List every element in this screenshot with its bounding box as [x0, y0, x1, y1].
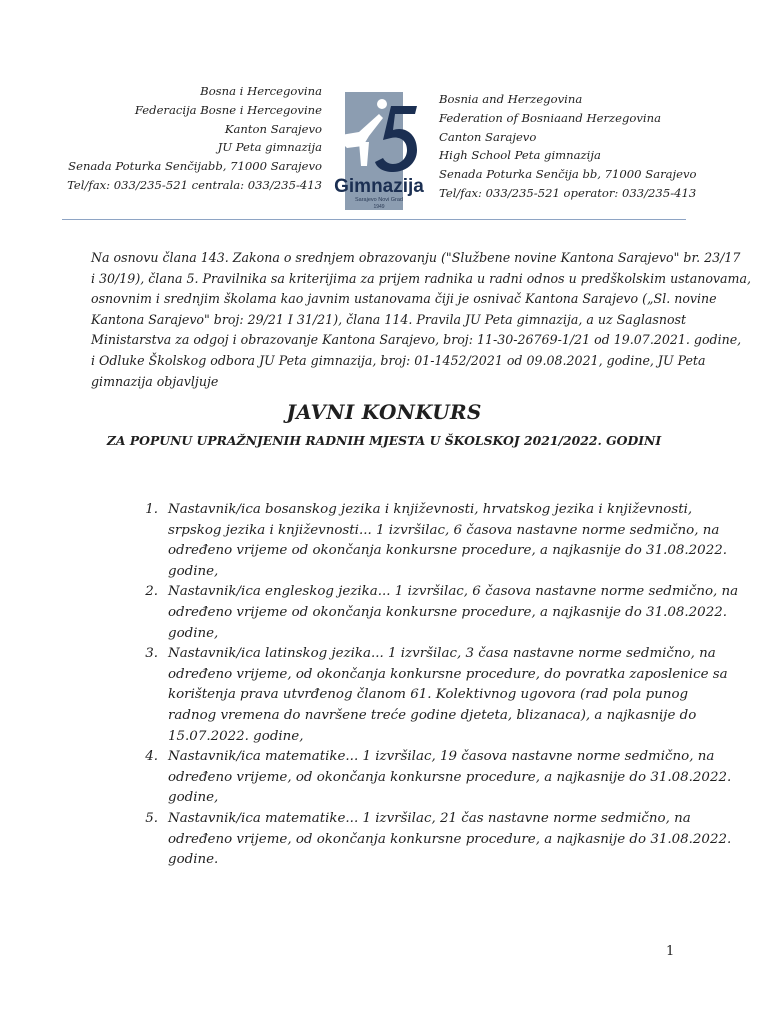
intro-line: Ministarstva za odgoj i obrazovanje Kantona Sarajevo, broj: 11-30-26769-1/21 od 19.07.2021. godine, [91, 332, 742, 348]
list-item-number: 3. [145, 646, 158, 662]
document-title: JAVNI KONKURS [286, 400, 482, 424]
logo-figure-head [377, 99, 387, 109]
list-item-line: 15.07.2022. godine, [168, 728, 304, 744]
list-item-line: Nastavnik/ica latinskog jezika... 1 izvršilac, 3 časa nastavne norme sedmično, na [168, 646, 716, 662]
header-right-line: Canton Sarajevo [439, 129, 537, 144]
list-item-line: Nastavnik/ica engleskog jezika... 1 izvršilac, 6 časova nastavne norme sedmično, na [168, 584, 739, 600]
header-left-line: Bosna i Hercegovina [200, 84, 322, 98]
intro-line: Na osnovu člana 143. Zakona o srednjem obrazovanju ("Službene novine Kantona Sarajevo" br. 23/17 [91, 250, 741, 265]
list-item [128, 747, 732, 809]
list-item-text [158, 747, 732, 809]
list-item-line: određeno vrijeme od okončanja konkursne procedure, a najkasnije do 31.08.2022. [168, 543, 727, 559]
list-item-line: Nastavnik/ica bosanskog jezika i književnosti, hrvatskog jezika i književnosti, [168, 502, 693, 517]
list-item-line: godine, [168, 625, 219, 641]
header-left-line: Senada Poturka Senčijabb, 71000 Sarajevo [68, 159, 322, 174]
logo-year: 1949 [373, 204, 385, 210]
header-right-line: Senada Poturka Senčija bb, 71000 Sarajevo [439, 167, 697, 182]
list-item-line: radnog vremena do navršene treće godine djeteta, blizanaca), a najkasnije do [168, 707, 697, 723]
intro-line: Kantona Sarajevo" broj: 29/21 I 31/21), člana 114. Pravila JU Peta gimnazija, a uz Saglasnost [91, 311, 687, 327]
intro-line: osnovnim i srednjim školama kao javnim ustanovama čiji je osnivač Kantona Sarajevo („Sl. novine [91, 291, 717, 307]
header-left-line: JU Peta gimnazija [217, 140, 322, 155]
page-number: 1 [666, 944, 675, 959]
list-item-number: 5. [145, 810, 158, 826]
list-item [128, 500, 727, 582]
header-left-line: Tel/fax: 033/235-521 centrala: 033/235-413 [67, 177, 322, 192]
logo-wordmark: Gimnazija [334, 176, 424, 197]
list-item-line: određeno vrijeme, od okončanja konkursne procedure, do povratka zaposlenice sa [168, 666, 728, 682]
intro-line: gimnazija objavljuje [91, 373, 219, 389]
document-subtitle: ZA POPUNU UPRAŽNJENIH RADNIH MJESTA U ŠKOLSKOJ 2021/2022. GODINI [106, 433, 662, 448]
list-item-text [158, 500, 727, 582]
list-item-number: 2. [145, 584, 158, 600]
intro-line: i Odluke Školskog odbora JU Peta gimnazija, broj: 01-1452/2021 od 09.08.2021, godine, JU Peta [91, 352, 706, 368]
list-item-line: određeno vrijeme, od okončanja konkursne procedure, a najkasnije do 31.08.2022. [168, 831, 732, 847]
list-item-line: godine, [168, 790, 219, 806]
header-left-line: Federacija Bosne i Hercegovine [134, 102, 322, 117]
list-item-line: određeno vrijeme od okončanja konkursne procedure, a najkasnije do 31.08.2022. [168, 604, 727, 620]
list-item [128, 582, 739, 644]
list-item-number: 1. [145, 502, 158, 517]
header-right-line: Bosnia and Herzegovina [439, 92, 583, 106]
list-item-line: Nastavnik/ica matematike... 1 izvršilac, 21 čas nastavne norme sedmično, na [168, 810, 691, 826]
header-bosnian-address [22, 82, 322, 195]
list-item-text [158, 644, 728, 747]
list-item-line: srpskog jezika i književnosti... 1 izvršilac, 6 časova nastavne norme sedmično, na [168, 522, 720, 538]
list-item-line: korištenja prava utvrđenog članom 61. Kolektivnog ugovora (rad pola punog [168, 687, 689, 703]
list-item-text [158, 582, 739, 644]
header-right-line: Federation of Bosniaand Herzegovina [439, 110, 662, 125]
list-item-text [158, 809, 732, 871]
header-left-line: Kanton Sarajevo [224, 121, 322, 136]
intro-paragraph [91, 248, 752, 392]
header-divider [62, 219, 686, 220]
list-item-line: godine, [168, 563, 219, 579]
intro-line: i 30/19), člana 5. Pravilnika sa kriterijima za prijem radnika u radni odnos u predškolskim ustanovama, [91, 270, 752, 286]
logo-tagline: Sarajevo Novi Grad [355, 197, 403, 203]
list-item [128, 809, 732, 871]
header-right-line: High School Peta gimnazija [439, 148, 601, 163]
list-item-number: 4. [145, 749, 158, 765]
list-item-line: Nastavnik/ica matematike... 1 izvršilac, 19 časova nastavne norme sedmično, na [168, 749, 715, 765]
school-logo [333, 92, 425, 210]
header-english-address [439, 90, 759, 203]
list-item-line: godine. [168, 852, 219, 868]
header-right-line: Tel/fax: 033/235-521 operator: 033/235-413 [439, 185, 697, 200]
list-item-line: određeno vrijeme, od okončanja konkursne procedure, a najkasnije do 31.08.2022. [168, 769, 732, 785]
job-positions-list [128, 500, 739, 871]
list-item [128, 644, 728, 747]
